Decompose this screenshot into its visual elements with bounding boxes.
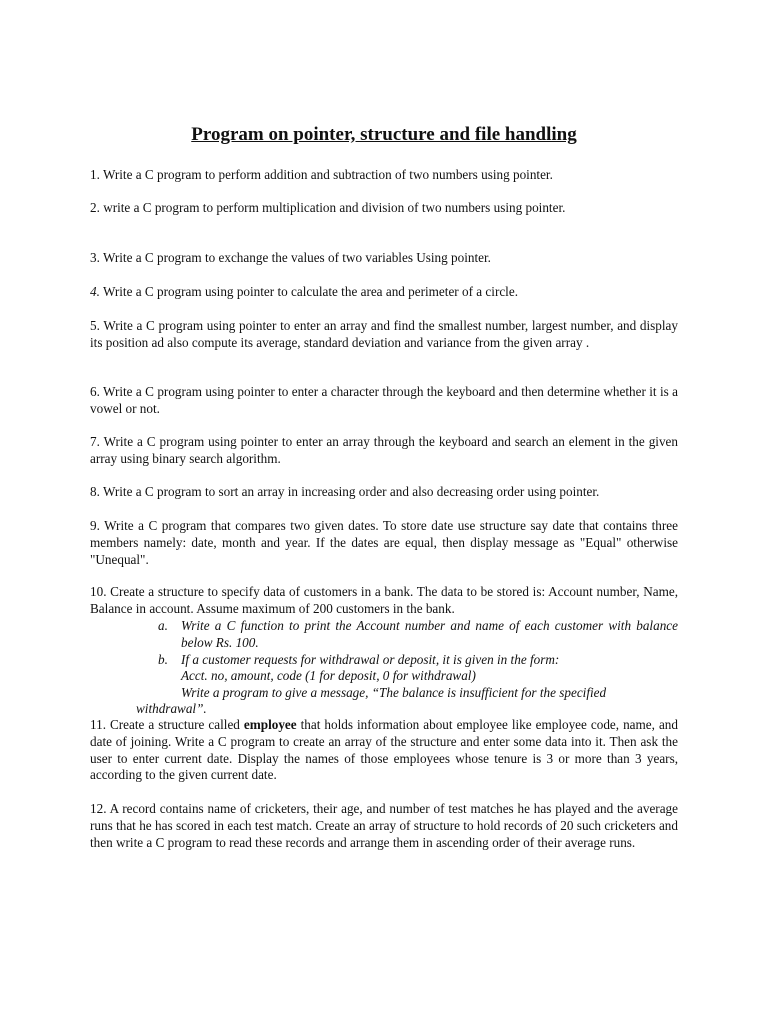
question-4 xyxy=(90,284,678,301)
question-4-text: Write a C program using pointer to calculate the area and perimeter of a circle. xyxy=(99,284,519,299)
question-3: 3. Write a C program to exchange the values of two variables Using pointer. xyxy=(90,250,491,265)
question-10b-marker: b. xyxy=(158,652,168,667)
question-10a: Write a C function to print the Account number and name of each customer with balance below Rs. 100. xyxy=(181,618,678,650)
question-9: 9. Write a C program that compares two given dates. To store date use structure say date that contains three members namely: date, month and year. If the dates are equal, then display message as "Equal" otherwise "Unequal". xyxy=(90,518,678,567)
question-10b-line-1: If a customer requests for withdrawal or deposit, it is given in the form: xyxy=(181,652,560,667)
page-title: Program on pointer, structure and file handling xyxy=(191,124,577,145)
question-4-number: 4. xyxy=(90,284,100,299)
question-10b-line-4: withdrawal”. xyxy=(136,701,207,716)
question-8: 8. Write a C program to sort an array in increasing order and also decreasing order using pointer. xyxy=(90,484,600,499)
question-11 xyxy=(90,717,678,784)
question-6: 6. Write a C program using pointer to enter a character through the keyboard and then determine whether it is a vowel or not. xyxy=(90,384,678,416)
question-10: 10. Create a structure to specify data of customers in a bank. The data to be stored is: Account number, Name, Balance in account. Assume maximum of 200 customers in the bank. xyxy=(90,584,678,616)
question-10a-marker: a. xyxy=(158,618,168,633)
question-11-keyword: employee xyxy=(243,717,297,732)
question-2: 2. write a C program to perform multiplication and division of two numbers using pointer. xyxy=(90,200,566,215)
question-10b-line-2: Acct. no, amount, code (1 for deposit, 0 for withdrawal) xyxy=(181,668,476,683)
question-11-prefix: 11. Create a structure called xyxy=(90,717,244,732)
question-7: 7. Write a C program using pointer to enter an array through the keyboard and search an element in the given array using binary search algorithm. xyxy=(90,434,678,466)
question-5: 5. Write a C program using pointer to enter an array and find the smallest number, largest number, and display its position ad also compute its average, standard deviation and variance from the given array . xyxy=(90,318,678,350)
question-1: 1. Write a C program to perform addition and subtraction of two numbers using pointer. xyxy=(90,167,553,182)
question-10b-line-3: Write a program to give a message, “The balance is insufficient for the specified xyxy=(181,685,607,700)
question-12: 12. A record contains name of cricketers, their age, and number of test matches he has played and the average runs that he has scored in each test match. Create an array of structure to hold records of 20 such cricketers and then write a C program to read these records and arrange them in ascending order of their average runs. xyxy=(90,801,678,850)
question-11-rest: that holds information about employee like employee code, name, and date of joining. Write a C program to create an array of the structure and enter some data into it. Then ask the user to enter current date. Display the names of those employees whose tenure is 3 or more than 3 years, according to the given current date. xyxy=(90,717,678,783)
